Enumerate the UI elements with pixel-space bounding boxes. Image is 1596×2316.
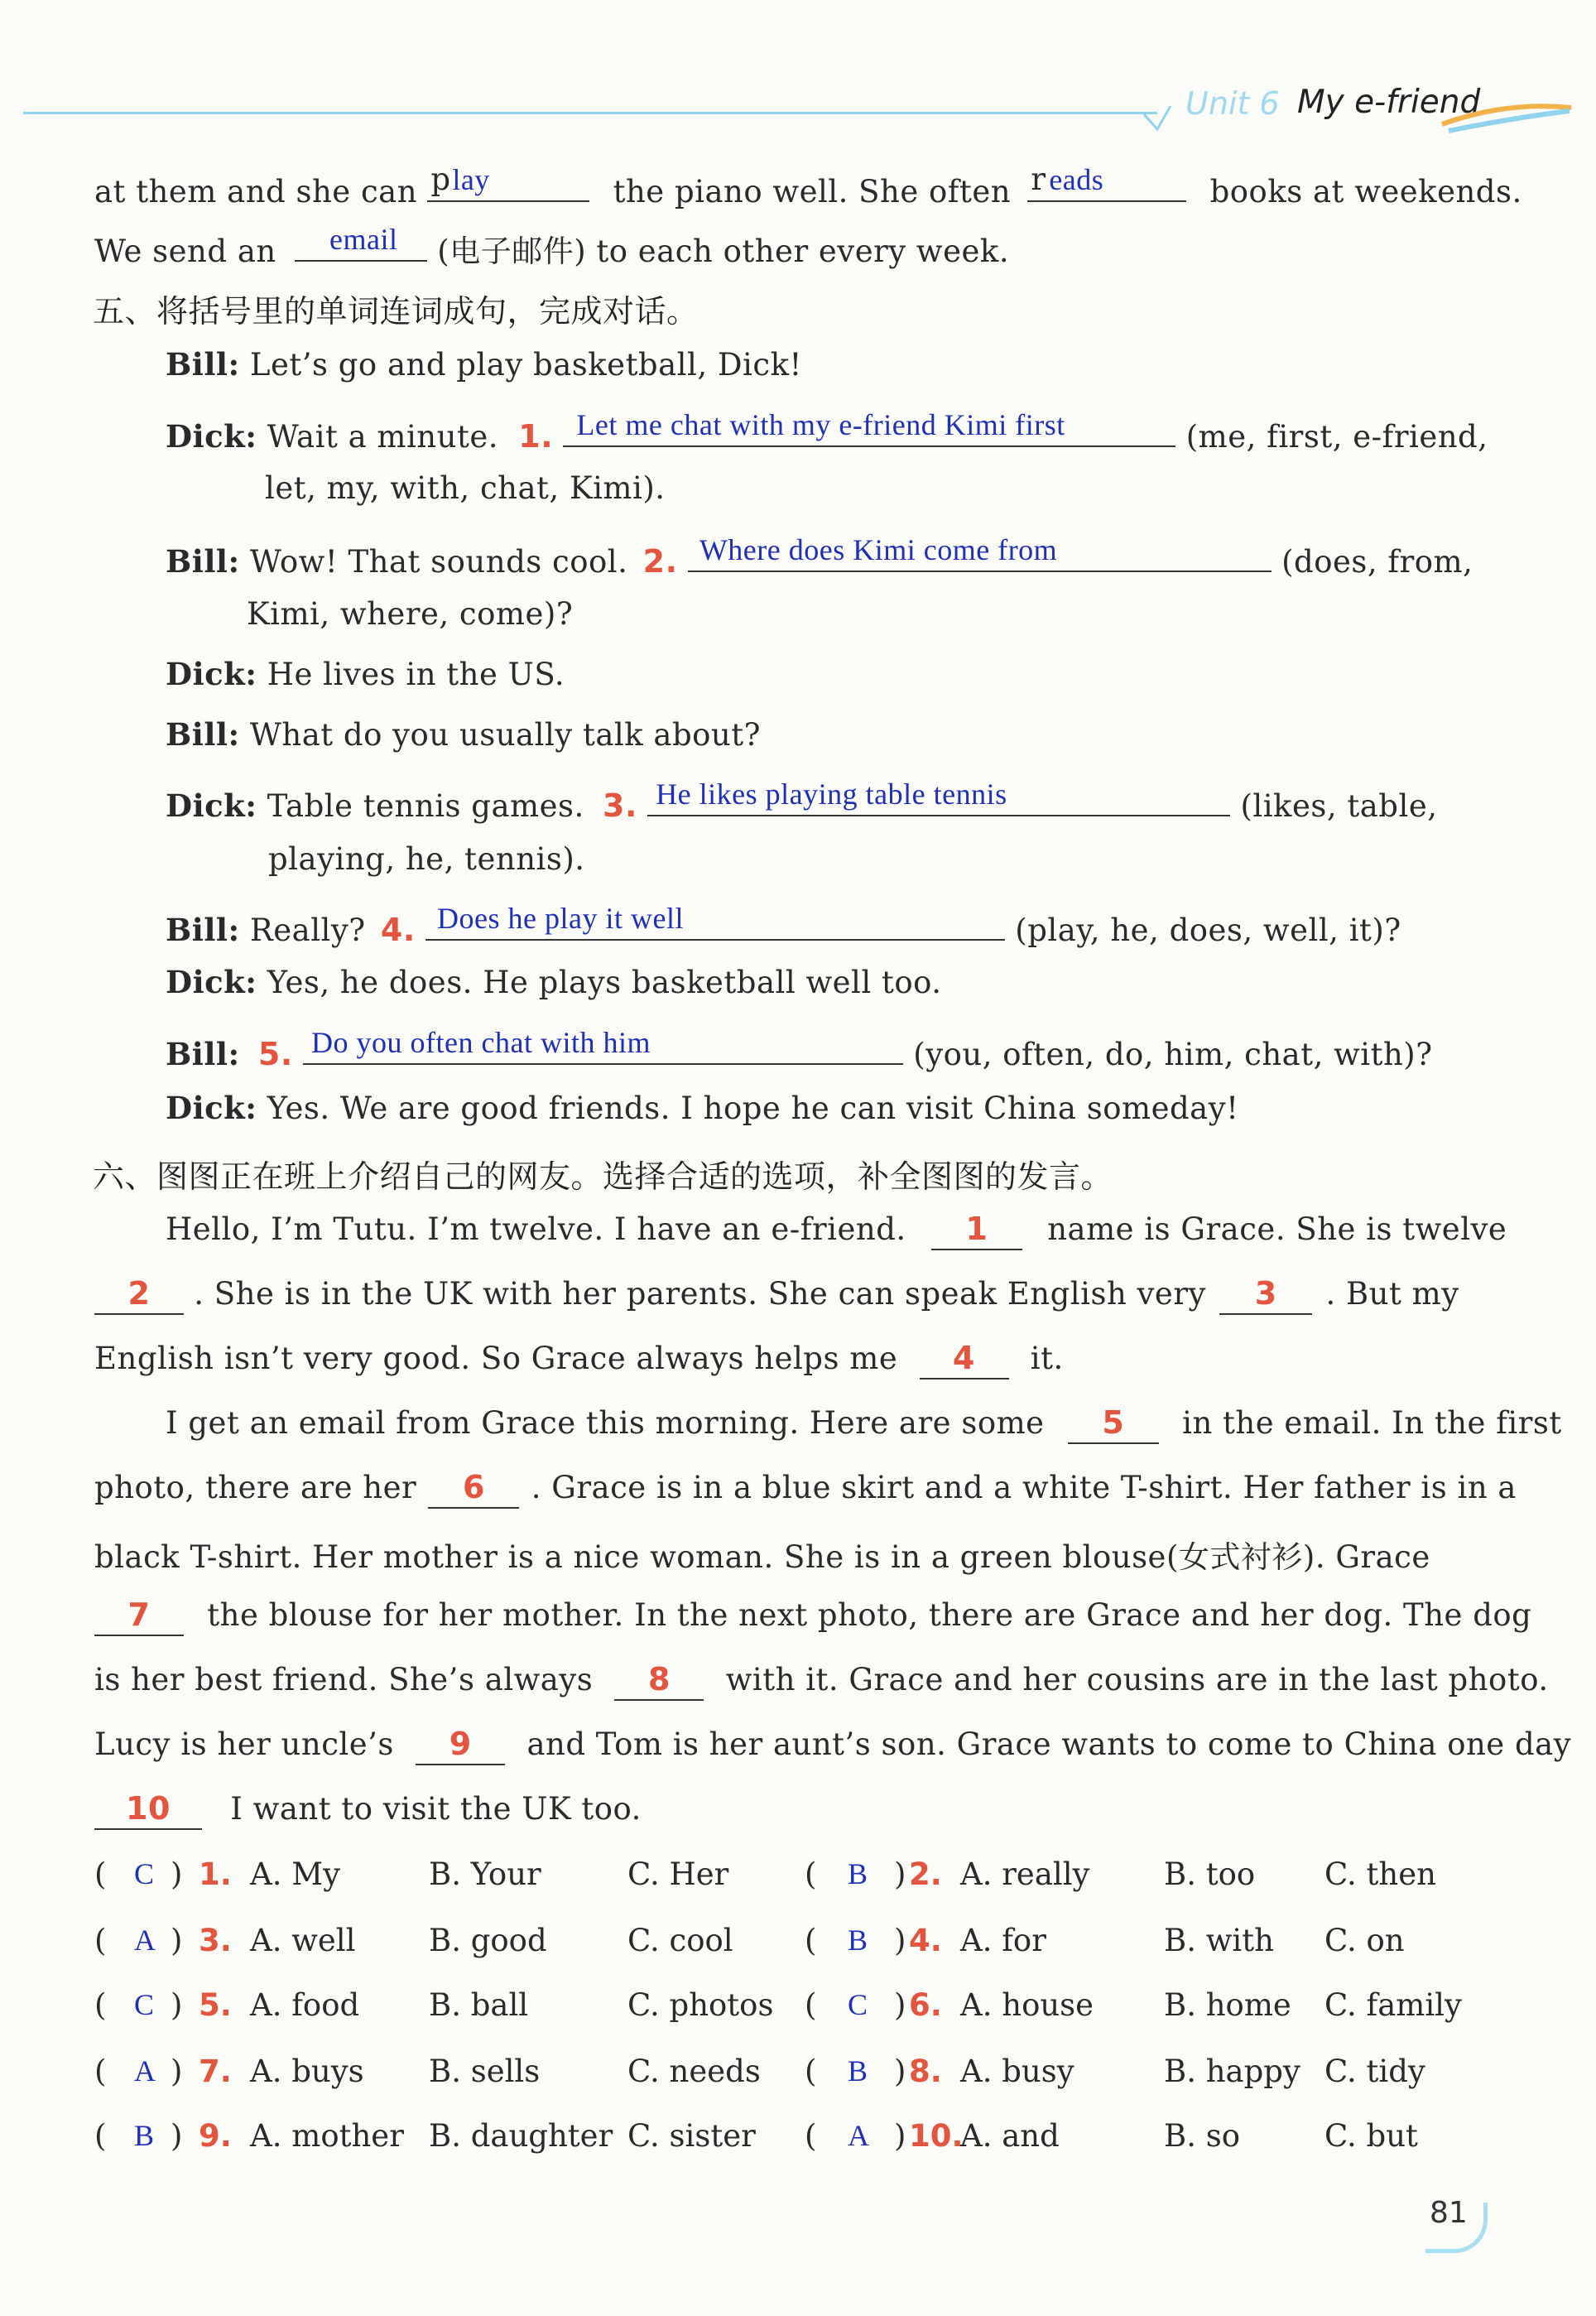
choice-answer: A: [848, 2119, 869, 2152]
close-paren: ): [171, 1923, 183, 1958]
option-b: B. sells: [429, 2054, 541, 2089]
open-paren: (: [805, 1923, 817, 1958]
option-b: B. home: [1164, 1987, 1291, 2023]
close-paren: ): [171, 2118, 183, 2154]
open-paren: (: [805, 2118, 817, 2154]
option-c: C. needs: [627, 2054, 761, 2089]
option-a: A. really: [960, 1856, 1090, 1892]
choice-answer: C: [848, 1988, 868, 2021]
number-blank: 7: [94, 1596, 184, 1636]
option-c: C. tidy: [1324, 2054, 1425, 2089]
passage-line: 10 I want to visit the UK too.: [94, 1790, 642, 1830]
option-b: B. good: [429, 1923, 547, 1958]
passage-line: Hello, I’m Tutu. I’m twelve. I have an e-friend. 1 name is Grace. She is twelve: [166, 1211, 1507, 1250]
page-header: [0, 0, 1596, 157]
open-paren: (: [805, 2054, 817, 2089]
question-number: 4.: [909, 1923, 942, 1958]
option-a: A. for: [960, 1923, 1046, 1958]
unit-title: My e-friend: [1297, 84, 1481, 121]
number-blank: 3: [1219, 1275, 1312, 1315]
header-check-icon: [1141, 101, 1174, 134]
answer-blank: email: [295, 224, 427, 262]
passage-line: photo, there are her 6 . Grace is in a blue skirt and a white T-shirt. Her father is in a: [94, 1469, 1517, 1509]
unit-label: Unit 6: [1185, 85, 1280, 122]
close-paren: ): [894, 1856, 906, 1892]
open-paren: (: [94, 1856, 107, 1892]
passage-line: is her best friend. She’s always 8 with it. Grace and her cousins are in the last photo.: [94, 1661, 1549, 1701]
header-swoosh-icon: [1440, 93, 1573, 134]
option-c: C. then: [1324, 1856, 1436, 1892]
close-paren: ): [171, 1856, 183, 1892]
option-a: A. My: [250, 1856, 341, 1892]
question-number: 8.: [909, 2054, 942, 2089]
choice-answer: C: [134, 1857, 155, 1890]
question-number: 3.: [199, 1923, 232, 1958]
answer-blank: Where does Kimi come from: [688, 534, 1272, 572]
number-blank: 5: [1068, 1404, 1159, 1444]
text-line: at them and she can p lay the piano well. She often r eads books at weekends.: [94, 161, 1522, 209]
question-number: 10.: [909, 2118, 964, 2154]
option-a: A. and: [960, 2118, 1060, 2154]
option-a: A. well: [250, 1923, 356, 1958]
option-a: A. house: [960, 1987, 1094, 2023]
option-b: B. with: [1164, 1923, 1274, 1958]
open-paren: (: [94, 1987, 107, 2023]
passage-line: 2 . She is in the UK with her parents. She can speak English very 3 . But my: [94, 1275, 1459, 1315]
close-paren: ): [894, 1987, 906, 2023]
question-number: 5.: [199, 1987, 232, 2023]
number-blank: 2: [94, 1275, 184, 1315]
option-c: C. but: [1324, 2118, 1418, 2154]
option-c: C. sister: [627, 2118, 756, 2154]
option-b: B. happy: [1164, 2054, 1300, 2089]
passage-line: Lucy is her uncle’s 9 and Tom is her aunt’s son. Grace wants to come to China one day: [94, 1726, 1571, 1765]
number-blank: 6: [428, 1469, 519, 1509]
dialogue-line: Dick: He lives in the US.: [166, 656, 565, 692]
dialogue-line: Dick: Yes, he does. He plays basketball well too.: [166, 964, 942, 1000]
option-c: C. Her: [627, 1856, 729, 1892]
dialogue-line: let, my, with, chat, Kimi).: [265, 470, 666, 506]
open-paren: (: [94, 1923, 107, 1958]
option-b: B. too: [1164, 1856, 1256, 1892]
choice-answer: B: [134, 2119, 155, 2152]
passage-line: English isn’t very good. So Grace always helps me 4 it.: [94, 1340, 1064, 1379]
choice-answer: C: [134, 1988, 155, 2021]
number-blank: 10: [94, 1790, 202, 1830]
close-paren: ): [894, 2118, 906, 2154]
number-blank: 9: [416, 1726, 505, 1765]
choice-answer: B: [848, 1857, 868, 1890]
dialogue-line: Dick: Table tennis games. 3. He likes playing table tennis (likes, table,: [166, 778, 1438, 824]
choice-answer: A: [134, 2054, 156, 2087]
option-c: C. family: [1324, 1987, 1462, 2023]
close-paren: ): [171, 2054, 183, 2089]
dialogue-line: Dick: Yes. We are good friends. I hope he can visit China someday!: [166, 1090, 1239, 1126]
answer-blank: Does he play it well: [425, 903, 1005, 941]
dialogue-line: playing, he, tennis).: [268, 841, 585, 877]
text-line: We send an email (电子邮件) to each other every week.: [94, 223, 1010, 269]
choice-answer: B: [848, 1924, 868, 1957]
dialogue-line: Bill: Really? 4. Does he play it well (play, he, does, well, it)?: [166, 902, 1401, 948]
choice-answer: A: [134, 1924, 156, 1957]
passage-line: 7 the blouse for her mother. In the next photo, there are Grace and her dog. The dog: [94, 1596, 1531, 1636]
close-paren: ): [894, 2054, 906, 2089]
option-b: B. ball: [429, 1987, 529, 2023]
answer-blank: p lay: [427, 164, 589, 202]
dialogue-line: Bill: Let’s go and play basketball, Dick!: [166, 346, 802, 383]
number-blank: 8: [614, 1661, 704, 1701]
choice-answer: B: [848, 2054, 868, 2087]
dialogue-line: Dick: Wait a minute. 1. Let me chat with my e-friend Kimi first (me, first, e-friend,: [166, 408, 1488, 455]
option-c: C. on: [1324, 1923, 1405, 1958]
option-c: C. cool: [627, 1923, 733, 1958]
answer-blank: Let me chat with my e-friend Kimi first: [563, 409, 1175, 447]
section-heading: 六、图图正在班上介绍自己的网友。选择合适的选项，补全图图的发言。: [93, 1158, 1113, 1195]
close-paren: ): [171, 1987, 183, 2023]
question-number: 2.: [909, 1856, 942, 1892]
question-number: 6.: [909, 1987, 942, 2023]
number-blank: 1: [931, 1211, 1022, 1250]
option-b: B. Your: [429, 1856, 541, 1892]
dialogue-line: Bill: 5. Do you often chat with him (you, often, do, him, chat, with)?: [166, 1026, 1433, 1072]
answer-blank: Do you often chat with him: [303, 1027, 903, 1065]
dialogue-line: Kimi, where, come)?: [247, 596, 574, 632]
option-a: A. mother: [250, 2118, 404, 2154]
question-number: 7.: [199, 2054, 232, 2089]
option-b: B. so: [1164, 2118, 1240, 2154]
dialogue-line: Bill: What do you usually talk about?: [166, 716, 761, 753]
option-a: A. buys: [250, 2054, 364, 2089]
option-a: A. food: [250, 1987, 360, 2023]
answer-blank: r eads: [1027, 164, 1186, 202]
header-rule: [23, 112, 1157, 114]
page-number: 81: [1430, 2196, 1468, 2230]
open-paren: (: [94, 2054, 107, 2089]
option-a: A. busy: [960, 2054, 1074, 2089]
passage-line: black T-shirt. Her mother is a nice woman. She is in a green blouse(女式衬衫). Grace: [94, 1539, 1430, 1575]
option-b: B. daughter: [429, 2118, 613, 2154]
dialogue-line: Bill: Wow! That sounds cool. 2. Where does Kimi come from (does, from,: [166, 533, 1473, 580]
question-number: 9.: [199, 2118, 232, 2154]
number-blank: 4: [920, 1340, 1009, 1379]
open-paren: (: [805, 1856, 817, 1892]
close-paren: ): [894, 1923, 906, 1958]
option-c: C. photos: [627, 1987, 774, 2023]
section-heading: 五、将括号里的单词连词成句，完成对话。: [93, 293, 699, 330]
open-paren: (: [94, 2118, 107, 2154]
open-paren: (: [805, 1987, 817, 2023]
answer-blank: He likes playing table tennis: [647, 778, 1230, 816]
question-number: 1.: [199, 1856, 232, 1892]
passage-line: I get an email from Grace this morning. Here are some 5 in the email. In the first: [166, 1404, 1562, 1444]
